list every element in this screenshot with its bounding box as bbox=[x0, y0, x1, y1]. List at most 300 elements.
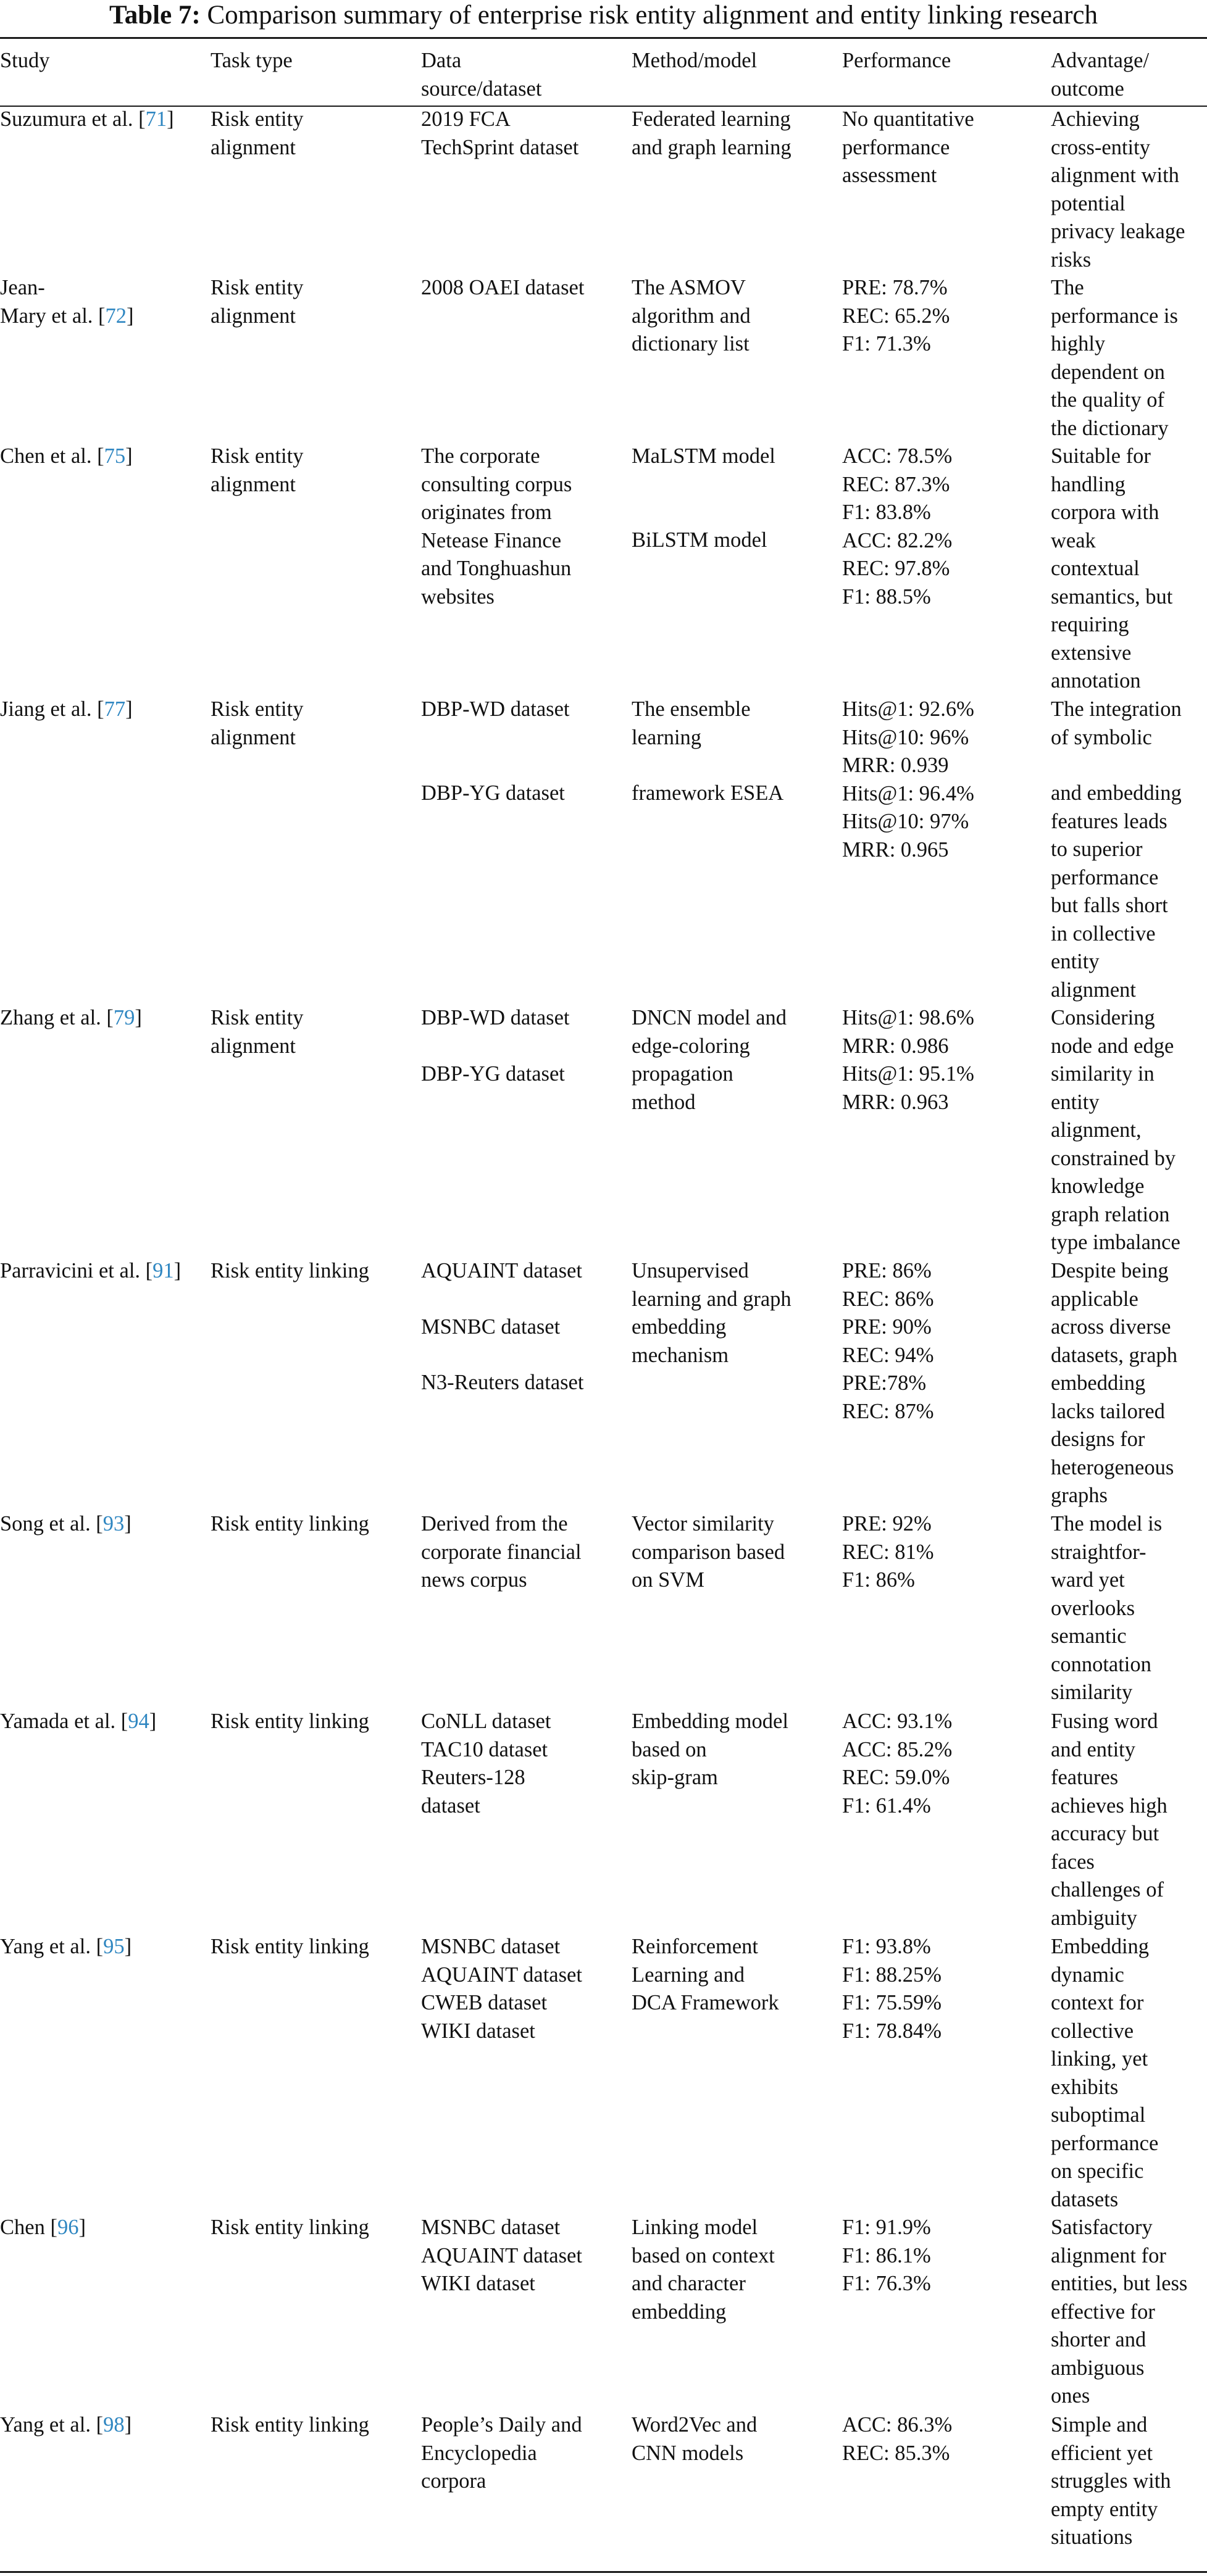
method-cell bbox=[632, 2214, 842, 2411]
header-task-type-text: Task type bbox=[211, 49, 293, 72]
study-author: Chen [ bbox=[0, 2216, 57, 2239]
table-body bbox=[0, 106, 1207, 2559]
table-header-row bbox=[0, 41, 1207, 106]
data-source-line: TAC10 dataset bbox=[421, 1737, 548, 1761]
data-source-line: 2019 FCA bbox=[421, 107, 511, 131]
outcome-line: alignment for bbox=[1051, 2243, 1166, 2267]
study-author: Suzumura et al. [ bbox=[0, 107, 146, 131]
method-line: Reinforcement bbox=[632, 1935, 758, 1958]
performance-line: PRE: 92% bbox=[842, 1512, 932, 1535]
outcome-line: performance is bbox=[1051, 304, 1178, 328]
performance-line: MRR: 0.939 bbox=[842, 754, 949, 777]
outcome-line: Achieving bbox=[1051, 107, 1140, 131]
outcome-line: shorter and bbox=[1051, 2328, 1146, 2351]
outcome-line: Considering bbox=[1051, 1006, 1155, 1029]
method-line: based on bbox=[632, 1737, 707, 1761]
outcome-line: potential bbox=[1051, 191, 1126, 215]
task-type-cell bbox=[211, 1708, 421, 1933]
outcome-line: Simple and bbox=[1051, 2413, 1148, 2437]
header-performance bbox=[842, 41, 1051, 106]
citation-bracket: ] bbox=[167, 107, 174, 131]
table-bottom-rule bbox=[0, 2571, 1207, 2573]
performance-line: ACC: 82.2% bbox=[842, 528, 953, 552]
task-type-cell bbox=[211, 442, 421, 696]
outcome-line: contextual bbox=[1051, 557, 1140, 580]
performance-cell bbox=[842, 2411, 1051, 2559]
data-source-cell bbox=[421, 274, 632, 442]
performance-line: Hits@10: 96% bbox=[842, 725, 969, 749]
study-cell bbox=[0, 274, 211, 442]
study-line bbox=[0, 106, 211, 134]
outcome-line: accuracy but bbox=[1051, 1822, 1159, 1845]
data-source-line: MSNBC dataset bbox=[421, 1315, 561, 1339]
table-row bbox=[0, 274, 1207, 442]
outcome-line: but falls short bbox=[1051, 894, 1168, 917]
performance-line: REC: 85.3% bbox=[842, 2441, 950, 2465]
table-row bbox=[0, 1510, 1207, 1708]
citation-link[interactable]: 98 bbox=[103, 2413, 125, 2437]
performance-cell bbox=[842, 1257, 1051, 1510]
citation-bracket: ] bbox=[149, 1710, 157, 1733]
data-source-line: MSNBC dataset bbox=[421, 1935, 561, 1958]
performance-line: F1: 75.59% bbox=[842, 1991, 942, 2014]
data-source-line: The corporate bbox=[421, 444, 540, 468]
line-gap bbox=[421, 724, 632, 752]
outcome-line: performance bbox=[1051, 865, 1159, 889]
outcome-line: and embedding bbox=[1051, 781, 1182, 805]
method-line: Embedding model bbox=[632, 1710, 788, 1733]
performance-line: REC: 87.3% bbox=[842, 472, 950, 496]
data-source-line: and Tonghuashun bbox=[421, 557, 572, 580]
outcome-line: entity bbox=[1051, 1090, 1100, 1114]
performance-line: REC: 97.8% bbox=[842, 557, 950, 580]
citation-bracket: ] bbox=[135, 1006, 142, 1029]
task-type-line: Risk entity bbox=[211, 444, 304, 468]
outcome-line: empty entity bbox=[1051, 2497, 1158, 2521]
header-data-source bbox=[421, 41, 632, 106]
task-type-cell bbox=[211, 1257, 421, 1510]
outcome-line: ward yet bbox=[1051, 1568, 1125, 1592]
method-line: based on context bbox=[632, 2243, 775, 2267]
data-source-line: 2008 OAEI dataset bbox=[421, 276, 585, 299]
outcome-line: datasets bbox=[1051, 2187, 1119, 2211]
outcome-line: to superior bbox=[1051, 837, 1143, 861]
citation-bracket: ] bbox=[124, 1512, 132, 1535]
header-method-text: Method/model bbox=[632, 49, 758, 72]
study-line bbox=[0, 1708, 211, 1736]
outcome-line: annotation bbox=[1051, 669, 1141, 692]
table-caption-label: Table 7: bbox=[109, 1, 201, 30]
task-type-line: alignment bbox=[211, 725, 296, 749]
performance-line: No quantitative bbox=[842, 107, 974, 131]
outcome-line: Despite being bbox=[1051, 1259, 1169, 1282]
performance-line: PRE: 86% bbox=[842, 1259, 932, 1282]
table-row bbox=[0, 696, 1207, 1004]
task-type-line: alignment bbox=[211, 135, 296, 159]
citation-link[interactable]: 96 bbox=[57, 2216, 79, 2239]
data-source-line: news corpus bbox=[421, 1568, 527, 1592]
task-type-line: Risk entity bbox=[211, 276, 304, 299]
performance-line: F1: 86.1% bbox=[842, 2243, 931, 2267]
performance-cell bbox=[842, 106, 1051, 274]
data-source-cell bbox=[421, 2214, 632, 2411]
comparison-table bbox=[0, 41, 1207, 2559]
study-author: Zhang et al. [ bbox=[0, 1006, 114, 1029]
table-row bbox=[0, 1933, 1207, 2214]
outcome-line: and entity bbox=[1051, 1737, 1136, 1761]
method-line: mechanism bbox=[632, 1343, 729, 1367]
citation-bracket: ] bbox=[78, 2216, 86, 2239]
outcome-line: similarity bbox=[1051, 1681, 1133, 1704]
outcome-cell bbox=[1051, 274, 1207, 442]
performance-line: MRR: 0.986 bbox=[842, 1034, 949, 1058]
data-source-line: Netease Finance bbox=[421, 528, 562, 552]
table-row bbox=[0, 1708, 1207, 1933]
line-gap bbox=[632, 471, 842, 499]
outcome-line: entities, but less bbox=[1051, 2272, 1188, 2295]
table-row bbox=[0, 2214, 1207, 2411]
table-top-rule bbox=[0, 37, 1207, 39]
header-outcome-line: Advantage/ bbox=[1051, 49, 1150, 72]
outcome-line: Fusing word bbox=[1051, 1710, 1158, 1733]
performance-line: REC: 94% bbox=[842, 1343, 934, 1367]
method-line: BiLSTM model bbox=[632, 528, 767, 552]
study-line bbox=[0, 1510, 211, 1539]
performance-line: ACC: 86.3% bbox=[842, 2413, 953, 2437]
task-type-line: Risk entity bbox=[211, 697, 304, 721]
outcome-line: alignment, bbox=[1051, 1118, 1142, 1142]
study-author: Song et al. [ bbox=[0, 1512, 103, 1535]
outcome-cell bbox=[1051, 442, 1207, 696]
data-source-cell bbox=[421, 1933, 632, 2214]
study-cell bbox=[0, 442, 211, 696]
performance-cell bbox=[842, 274, 1051, 442]
table-row bbox=[0, 1004, 1207, 1257]
method-line: CNN models bbox=[632, 2441, 744, 2465]
outcome-line: node and edge bbox=[1051, 1034, 1174, 1058]
citation-link[interactable]: 75 bbox=[104, 444, 126, 468]
outcome-line: alignment bbox=[1051, 978, 1136, 1002]
study-line bbox=[0, 1933, 211, 1961]
outcome-line: struggles with bbox=[1051, 2469, 1171, 2493]
study-author: Yang et al. [ bbox=[0, 2413, 104, 2437]
method-cell bbox=[632, 442, 842, 696]
task-type-line: alignment bbox=[211, 1034, 296, 1058]
performance-line: REC: 81% bbox=[842, 1540, 934, 1564]
outcome-line: Embedding bbox=[1051, 1935, 1150, 1958]
outcome-line: privacy leakage bbox=[1051, 220, 1185, 243]
table-row bbox=[0, 106, 1207, 274]
method-line: and graph learning bbox=[632, 135, 791, 159]
outcome-line: The model is bbox=[1051, 1512, 1163, 1535]
outcome-line: handling bbox=[1051, 472, 1126, 496]
method-line: embedding bbox=[632, 1315, 727, 1339]
performance-line: PRE:78% bbox=[842, 1371, 927, 1395]
data-source-cell bbox=[421, 442, 632, 696]
performance-line: ACC: 78.5% bbox=[842, 444, 953, 468]
outcome-line: Suitable for bbox=[1051, 444, 1151, 468]
task-type-line: Risk entity linking bbox=[211, 1710, 369, 1733]
outcome-line: The bbox=[1051, 276, 1084, 299]
citation-bracket: ] bbox=[173, 1259, 182, 1282]
performance-line: F1: 86% bbox=[842, 1568, 915, 1592]
outcome-line: requiring bbox=[1051, 613, 1129, 636]
performance-line: F1: 93.8% bbox=[842, 1935, 931, 1958]
citation-link[interactable]: 93 bbox=[102, 1512, 125, 1535]
citation-bracket: ] bbox=[127, 304, 134, 328]
outcome-line: cross-entity bbox=[1051, 135, 1150, 159]
outcome-line: challenges of bbox=[1051, 1878, 1164, 1901]
outcome-line: corpora with bbox=[1051, 501, 1159, 524]
method-cell bbox=[632, 1708, 842, 1933]
task-type-cell bbox=[211, 2411, 421, 2559]
citation-link[interactable]: 72 bbox=[105, 304, 127, 328]
line-gap bbox=[421, 1286, 632, 1313]
study-line bbox=[0, 2214, 211, 2242]
study-cell bbox=[0, 1257, 211, 1510]
citation-link[interactable]: 91 bbox=[152, 1259, 174, 1282]
outcome-line: collective bbox=[1051, 2019, 1134, 2043]
study-cell bbox=[0, 1510, 211, 1708]
data-source-line: WIKI dataset bbox=[421, 2272, 535, 2295]
data-source-cell bbox=[421, 1708, 632, 1933]
method-line: embedding bbox=[632, 2300, 727, 2324]
outcome-line: highly bbox=[1051, 332, 1106, 355]
outcome-line: datasets, graph bbox=[1051, 1343, 1178, 1367]
outcome-line: effective for bbox=[1051, 2300, 1155, 2324]
performance-line: Hits@1: 96.4% bbox=[842, 781, 974, 805]
outcome-line: efficient yet bbox=[1051, 2441, 1153, 2465]
outcome-line: connotation bbox=[1051, 1652, 1151, 1676]
study-cell bbox=[0, 2411, 211, 2559]
outcome-cell bbox=[1051, 1004, 1207, 1257]
task-type-line: Risk entity linking bbox=[211, 1259, 369, 1282]
table-row bbox=[0, 442, 1207, 696]
outcome-line: applicable bbox=[1051, 1287, 1138, 1311]
task-type-line: alignment bbox=[211, 304, 296, 328]
data-source-line: Derived from the bbox=[421, 1512, 568, 1535]
task-type-cell bbox=[211, 696, 421, 1004]
method-line: dictionary list bbox=[632, 332, 750, 355]
data-source-line: DBP-WD dataset bbox=[421, 697, 570, 721]
task-type-line: Risk entity linking bbox=[211, 2413, 369, 2437]
data-source-line: CWEB dataset bbox=[421, 1991, 548, 2014]
outcome-line: on specific bbox=[1051, 2159, 1144, 2183]
outcome-cell bbox=[1051, 1510, 1207, 1708]
method-cell bbox=[632, 1510, 842, 1708]
performance-line: REC: 59.0% bbox=[842, 1766, 950, 1789]
outcome-cell bbox=[1051, 1257, 1207, 1510]
data-source-line: CoNLL dataset bbox=[421, 1710, 551, 1733]
study-author: Yamada et al. [ bbox=[0, 1710, 128, 1733]
performance-line: F1: 83.8% bbox=[842, 501, 931, 524]
line-gap bbox=[632, 752, 842, 779]
data-source-line: People’s Daily and bbox=[421, 2413, 582, 2437]
outcome-line: ones bbox=[1051, 2384, 1090, 2408]
study-line bbox=[0, 1257, 211, 1286]
outcome-cell bbox=[1051, 696, 1207, 1004]
task-type-line: Risk entity linking bbox=[211, 1512, 369, 1535]
performance-line: PRE: 78.7% bbox=[842, 276, 948, 299]
line-gap bbox=[421, 1032, 632, 1060]
outcome-line: Satisfactory bbox=[1051, 2216, 1153, 2239]
outcome-line: achieves high bbox=[1051, 1793, 1167, 1818]
task-type-line: alignment bbox=[211, 472, 296, 496]
performance-line: F1: 76.3% bbox=[842, 2272, 931, 2295]
data-source-cell bbox=[421, 1004, 632, 1257]
outcome-line: features leads bbox=[1051, 809, 1167, 833]
method-cell bbox=[632, 106, 842, 274]
method-cell bbox=[632, 1257, 842, 1510]
study-line bbox=[0, 696, 211, 724]
task-type-cell bbox=[211, 106, 421, 274]
outcome-line: context for bbox=[1051, 1991, 1144, 2014]
method-line: The ensemble bbox=[632, 697, 751, 721]
data-source-line: dataset bbox=[421, 1793, 480, 1818]
outcome-line: extensive bbox=[1051, 641, 1132, 665]
performance-line: REC: 87% bbox=[842, 1399, 934, 1423]
data-source-line: websites bbox=[421, 584, 495, 609]
outcome-cell bbox=[1051, 2214, 1207, 2411]
method-line: DCA Framework bbox=[632, 1991, 779, 2014]
data-source-line: AQUAINT dataset bbox=[421, 1259, 582, 1282]
outcome-line: semantics, but bbox=[1051, 584, 1173, 609]
outcome-line: weak bbox=[1051, 528, 1096, 552]
method-line: on SVM bbox=[632, 1568, 704, 1592]
study-cell bbox=[0, 696, 211, 1004]
performance-line: F1: 88.5% bbox=[842, 584, 931, 609]
performance-line: ACC: 93.1% bbox=[842, 1710, 953, 1733]
outcome-cell bbox=[1051, 106, 1207, 274]
outcome-line: lacks tailored bbox=[1051, 1399, 1165, 1423]
study-author: Chen et al. [ bbox=[0, 444, 104, 468]
data-source-line: WIKI dataset bbox=[421, 2019, 535, 2043]
task-type-cell bbox=[211, 274, 421, 442]
citation-link[interactable]: 79 bbox=[113, 1006, 135, 1029]
outcome-line: faces bbox=[1051, 1850, 1095, 1874]
performance-line: Hits@10: 97% bbox=[842, 810, 969, 833]
performance-cell bbox=[842, 1510, 1051, 1708]
method-line: learning bbox=[632, 725, 702, 749]
task-type-cell bbox=[211, 1510, 421, 1708]
line-gap bbox=[421, 752, 632, 779]
performance-line: performance bbox=[842, 135, 950, 159]
outcome-line: across diverse bbox=[1051, 1315, 1171, 1339]
data-source-cell bbox=[421, 696, 632, 1004]
outcome-line: alignment with bbox=[1051, 164, 1179, 187]
performance-line: MRR: 0.963 bbox=[842, 1090, 949, 1114]
method-line: DNCN model and bbox=[632, 1006, 787, 1029]
task-type-line: Risk entity bbox=[211, 1006, 304, 1029]
outcome-line: features bbox=[1051, 1766, 1119, 1789]
method-line: Linking model bbox=[632, 2216, 758, 2239]
method-line: edge-coloring bbox=[632, 1034, 750, 1058]
method-line: Unsupervised bbox=[632, 1259, 749, 1282]
outcome-line: entity bbox=[1051, 950, 1100, 973]
performance-line: Hits@1: 95.1% bbox=[842, 1062, 974, 1086]
study-cell bbox=[0, 2214, 211, 2411]
performance-line: F1: 88.25% bbox=[842, 1963, 942, 1987]
performance-line: MRR: 0.965 bbox=[842, 837, 949, 862]
performance-cell bbox=[842, 1004, 1051, 1257]
performance-line: F1: 71.3% bbox=[842, 332, 931, 355]
citation-link[interactable]: 94 bbox=[128, 1710, 149, 1733]
outcome-line: ambiguity bbox=[1051, 1906, 1137, 1930]
outcome-line: type imbalance bbox=[1051, 1231, 1180, 1254]
outcome-line: dependent on bbox=[1051, 360, 1165, 384]
data-source-line: DBP-YG dataset bbox=[421, 781, 565, 805]
performance-line: PRE: 90% bbox=[842, 1315, 932, 1339]
performance-cell bbox=[842, 2214, 1051, 2411]
method-line: skip-gram bbox=[632, 1766, 718, 1789]
header-task-type bbox=[211, 41, 421, 106]
outcome-line: The integration bbox=[1051, 697, 1182, 721]
performance-line: ACC: 85.2% bbox=[842, 1737, 953, 1761]
data-source-line: corporate financial bbox=[421, 1540, 582, 1564]
performance-line: F1: 91.9% bbox=[842, 2216, 931, 2239]
outcome-line: performance bbox=[1051, 2131, 1159, 2155]
outcome-line: semantic bbox=[1051, 1624, 1127, 1648]
citation-bracket: ] bbox=[124, 2413, 132, 2437]
performance-line: F1: 78.84% bbox=[842, 2019, 942, 2043]
method-line: and character bbox=[632, 2272, 746, 2295]
data-source-line: DBP-YG dataset bbox=[421, 1062, 565, 1086]
header-outcome bbox=[1051, 41, 1207, 106]
citation-link[interactable]: 71 bbox=[145, 107, 167, 131]
line-gap bbox=[421, 1341, 632, 1369]
citation-link[interactable]: 77 bbox=[104, 697, 126, 721]
study-cell bbox=[0, 1708, 211, 1933]
outcome-cell bbox=[1051, 1933, 1207, 2214]
outcome-line: similarity in bbox=[1051, 1062, 1155, 1086]
outcome-cell bbox=[1051, 1708, 1207, 1933]
method-line: propagation bbox=[632, 1062, 733, 1086]
outcome-line: heterogeneous bbox=[1051, 1455, 1174, 1479]
data-source-cell bbox=[421, 106, 632, 274]
header-data-source-line: Data bbox=[421, 49, 462, 72]
table-row bbox=[0, 1257, 1207, 1510]
data-source-cell bbox=[421, 1257, 632, 1510]
task-type-line: Risk entity linking bbox=[211, 1935, 369, 1958]
table-caption bbox=[0, 0, 1207, 31]
data-source-line: DBP-WD dataset bbox=[421, 1006, 570, 1029]
citation-link[interactable]: 95 bbox=[103, 1935, 125, 1958]
study-cell bbox=[0, 1933, 211, 2214]
outcome-line: the quality of bbox=[1051, 388, 1164, 412]
data-source-line: AQUAINT dataset bbox=[421, 1963, 582, 1987]
method-line: Vector similarity bbox=[632, 1512, 774, 1535]
study-author: Mary et al. [ bbox=[0, 304, 106, 328]
outcome-line: embedding bbox=[1051, 1371, 1146, 1395]
study-line bbox=[0, 274, 211, 302]
citation-bracket: ] bbox=[125, 697, 133, 721]
outcome-line: overlooks bbox=[1051, 1596, 1135, 1620]
header-study bbox=[0, 41, 211, 106]
performance-line: REC: 86% bbox=[842, 1287, 934, 1311]
outcome-line: in collective bbox=[1051, 921, 1156, 945]
line-gap bbox=[1051, 752, 1207, 779]
data-source-line: N3-Reuters dataset bbox=[421, 1371, 584, 1394]
study-author: Parravicini et al. [ bbox=[0, 1259, 153, 1282]
method-line: algorithm and bbox=[632, 304, 751, 328]
study-line bbox=[0, 302, 211, 331]
method-line: comparison based bbox=[632, 1540, 785, 1564]
table-row bbox=[0, 2411, 1207, 2559]
header-outcome-line: outcome bbox=[1051, 77, 1124, 101]
task-type-cell bbox=[211, 1004, 421, 1257]
performance-line: Hits@1: 92.6% bbox=[842, 697, 974, 721]
task-type-line: Risk entity bbox=[211, 107, 304, 131]
